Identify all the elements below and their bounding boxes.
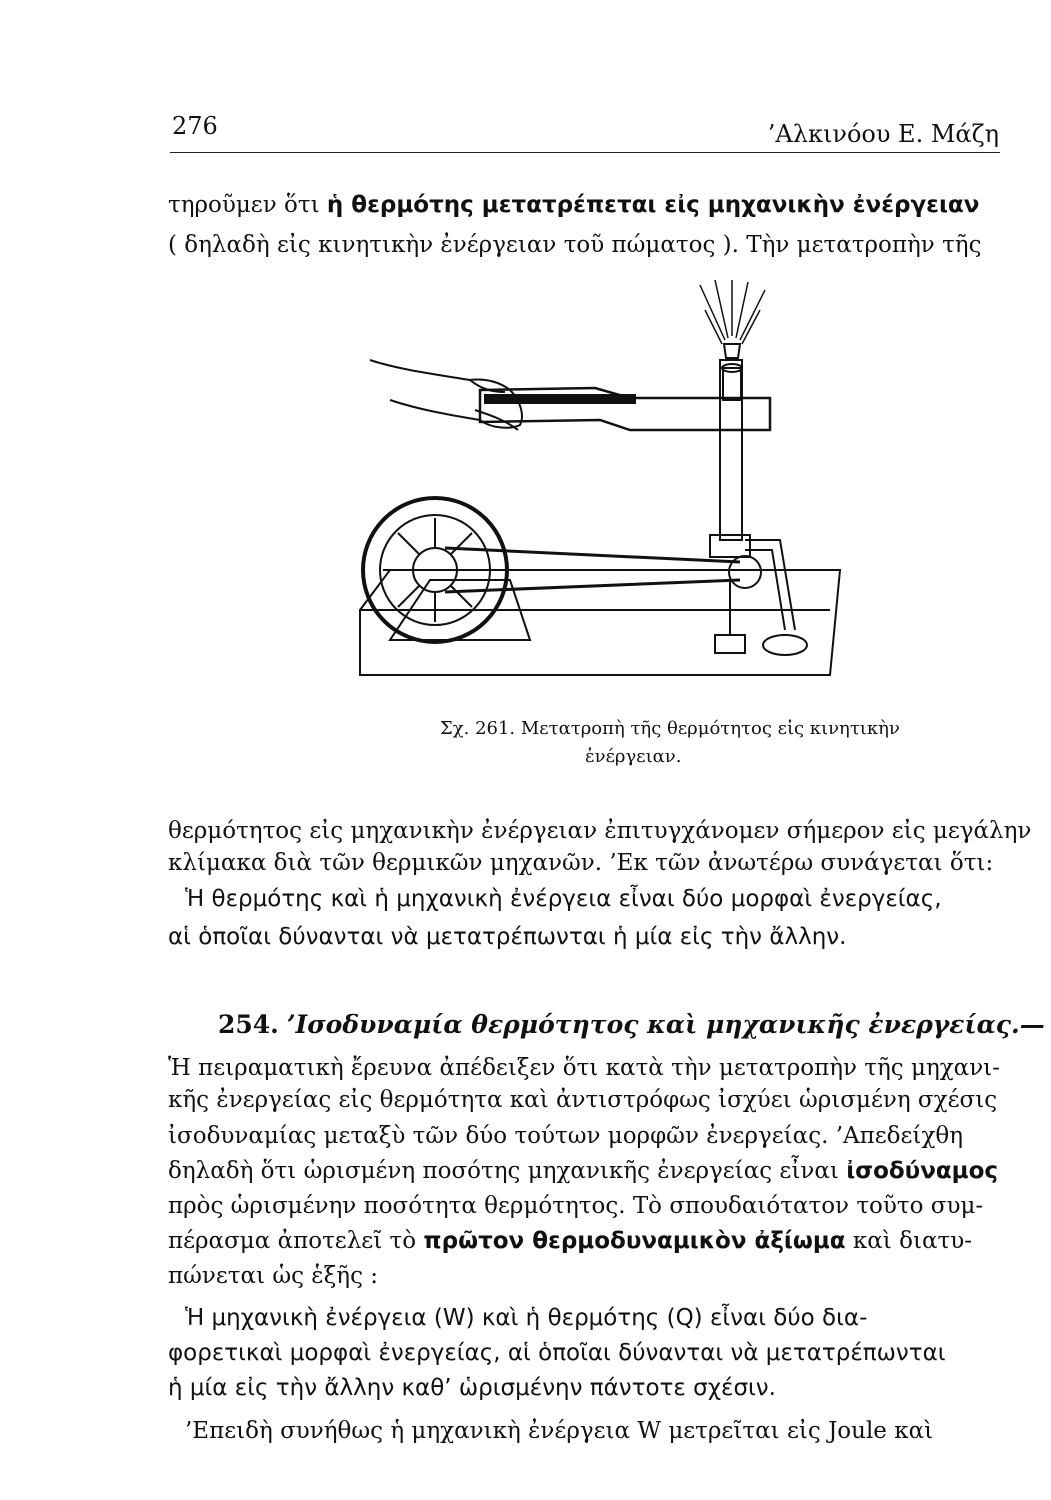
section-number: 254. [218,1010,279,1039]
bold-phrase: ἡ θερμότης μετατρέπεται εἰς μηχανικὴν ἐνέργειαν [326,192,980,218]
lower-block [715,635,745,653]
hand-outline [370,360,522,428]
column-collar [710,535,750,557]
law-line: Ἡ μηχανικὴ ἐνέργεια (W) καὶ ἡ θερμότης (Q) εἶναι δύο δια- [185,1305,868,1331]
text-span: πέρασμα ἀποτελεῖ τὸ [168,1228,424,1254]
cork-top [724,344,740,358]
text-line: Ἡ θερμότης καὶ ἡ μηχανικὴ ἐνέργεια εἶναι δύο μορφαὶ ἐνεργείας, [185,886,942,912]
text-span: καὶ διατυ- [845,1228,973,1254]
text-line: κλίμακα διὰ τῶν θερμικῶν μηχανῶν. ’Εκ τῶν ἀνωτέρω συνάγεται ὅτι: [168,850,994,876]
heat-engine-figure [320,280,860,700]
text-line: πώνεται ὡς ἑξῆς : [168,1263,379,1289]
running-title: ’Αλκινόου Ε. Μάζη [767,120,999,148]
text-span: τηροῦμεν ὅτι [168,192,327,218]
law-line: φορετικαὶ μορφαὶ ἐνεργείας, αἱ ὁποῖαι δύνανται νὰ μετατρέπωνται [168,1340,946,1366]
text-line [168,1158,998,1184]
text-line: θερμότητος εἰς μηχανικὴν ἐνέργειαν ἐπιτυγχάνομεν σήμερον εἰς μεγάλην [168,818,1032,844]
text-line: κῆς ἐνεργείας εἰς θερμότητα καὶ ἀντιστρόφως ἰσχύει ὡρισμένη σχέσις [168,1087,998,1113]
header-rule [170,152,1000,153]
pipe-cup [763,635,807,655]
bold-phrase: ἰσοδύναμος [846,1158,999,1184]
spray-lines [700,280,765,344]
text-line: ’Επειδὴ συνήθως ἡ μηχανικὴ ἐνέργεια W μετρεῖται εἰς Joule καὶ [185,1418,934,1444]
text-line: πρὸς ὡρισμένην ποσότητα θερμότητος. Τὸ σπουδαιότατον τοῦτο συμ- [168,1193,984,1219]
section-title: ’Ισοδυναμία θερμότητος καὶ μηχανικῆς ἐνεργείας.— [286,1010,1045,1039]
page-number: 276 [172,112,218,140]
text-line: Ἡ πειραματικὴ ἔρευνα ἀπέδειξεν ὅτι κατὰ τὴν μετατροπὴν τῆς μηχανι- [168,1055,1000,1081]
section-heading [218,1010,1045,1039]
bold-phrase: πρῶτον θερμοδυναμικὸν ἀξίωμα [423,1228,846,1254]
text-line [168,192,979,218]
figure-caption: Σχ. 261. Μετατροπὴ τῆς θερμότητος εἰς κινητικὴν [440,718,900,739]
text-line [168,1228,972,1254]
figure-caption-cont: ἐνέργειαν. [585,746,682,767]
text-line: αἱ ὁποῖαι δύνανται νὰ μετατρέπωνται ἡ μία εἰς τὴν ἄλλην. [168,924,847,950]
law-line: ἡ μία εἰς τὴν ἄλλην καθ’ ὡρισμένην πάντοτε σχέσιν. [168,1375,776,1401]
text-line: ( δηλαδὴ εἰς κινητικὴν ἐνέργειαν τοῦ πώματος ). Τὴν μετατροπὴν τῆς [168,232,982,258]
text-line: ἰσοδυναμίας μεταξὺ τῶν δύο τούτων μορφῶν ἐνεργείας. ’Απεδείχθη [168,1123,964,1149]
crank-joint [729,556,761,588]
beam-dark-stripe [485,395,635,403]
text-span: δηλαδὴ ὅτι ὡρισμένη ποσότης μηχανικῆς ἐνεργείας εἶναι [168,1158,847,1184]
